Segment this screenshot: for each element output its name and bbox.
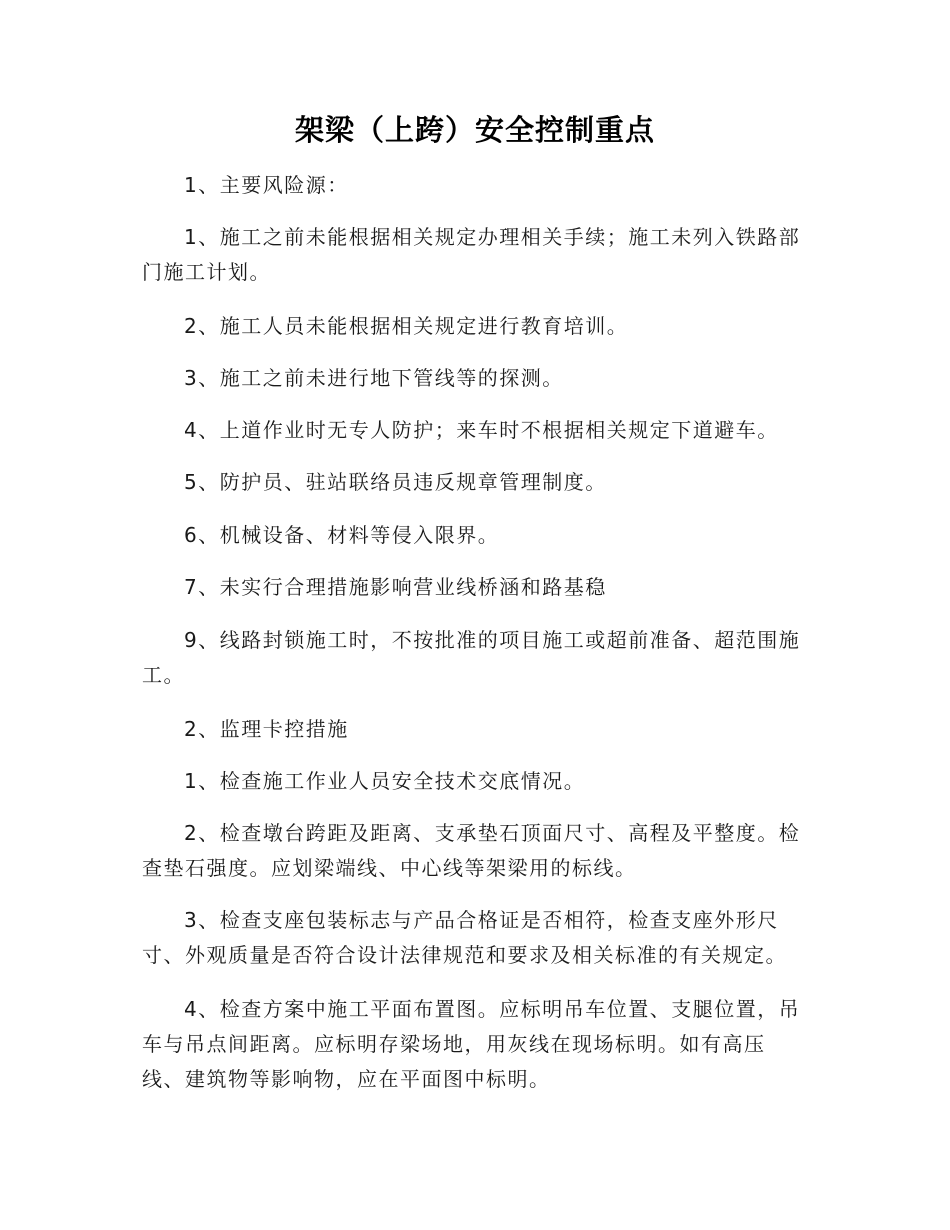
paragraph xyxy=(142,712,807,747)
risk-item-9: 9、线路封锁施工时，不按批准的项目施工或超前准备、超范围施工。 xyxy=(142,628,801,687)
section-heading-risk-sources: 1、主要风险源： xyxy=(184,173,349,197)
measure-item-1: 1、检查施工作业人员安全技术交底情况。 xyxy=(184,769,586,793)
paragraph xyxy=(142,903,807,973)
paragraph xyxy=(142,220,807,290)
document-title: 架梁（上跨）安全控制重点 xyxy=(294,113,655,147)
section-heading-control-measures: 2、监理卡控措施 xyxy=(184,717,349,741)
paragraph xyxy=(142,623,807,693)
paragraph xyxy=(142,309,807,344)
paragraph xyxy=(142,361,807,396)
risk-item-4: 4、上道作业时无专人防护；来车时不根据相关规定下道避车。 xyxy=(184,418,779,442)
measure-item-4: 4、检查方案中施工平面布置图。应标明吊车位置、支腿位置，吊车与吊点间距离。应标明存梁场地，用灰线在现场标明。如有高压线、建筑物等影响物，应在平面图中标明。 xyxy=(142,997,801,1091)
risk-item-3: 3、施工之前未进行地下管线等的探测。 xyxy=(184,366,564,390)
risk-item-1: 1、施工之前未能根据相关规定办理相关手续；施工未列入铁路部门施工计划。 xyxy=(142,225,801,284)
risk-item-7: 7、未实行合理措施影响营业线桥涵和路基稳 xyxy=(184,575,607,599)
measure-item-3: 3、检查支座包装标志与产品合格证是否相符，检查支座外形尺寸、外观质量是否符合设计法律规范和要求及相关标准的有关规定。 xyxy=(142,908,787,967)
measure-item-2: 2、检查墩台跨距及距离、支承垫石顶面尺寸、高程及平整度。检查垫石强度。应划梁端线、中心线等架梁用的标线。 xyxy=(142,821,801,880)
paragraph xyxy=(142,518,807,553)
paragraph xyxy=(142,816,807,886)
risk-item-5: 5、防护员、驻站联络员违反规章管理制度。 xyxy=(184,470,607,494)
paragraph xyxy=(142,413,807,448)
paragraph xyxy=(142,764,807,799)
risk-item-6: 6、机械设备、材料等侵入限界。 xyxy=(184,523,500,547)
paragraph xyxy=(142,168,807,203)
paragraph xyxy=(142,570,807,605)
risk-item-2: 2、施工人员未能根据相关规定进行教育培训。 xyxy=(184,314,629,338)
paragraph xyxy=(142,465,807,500)
paragraph xyxy=(142,992,807,1097)
